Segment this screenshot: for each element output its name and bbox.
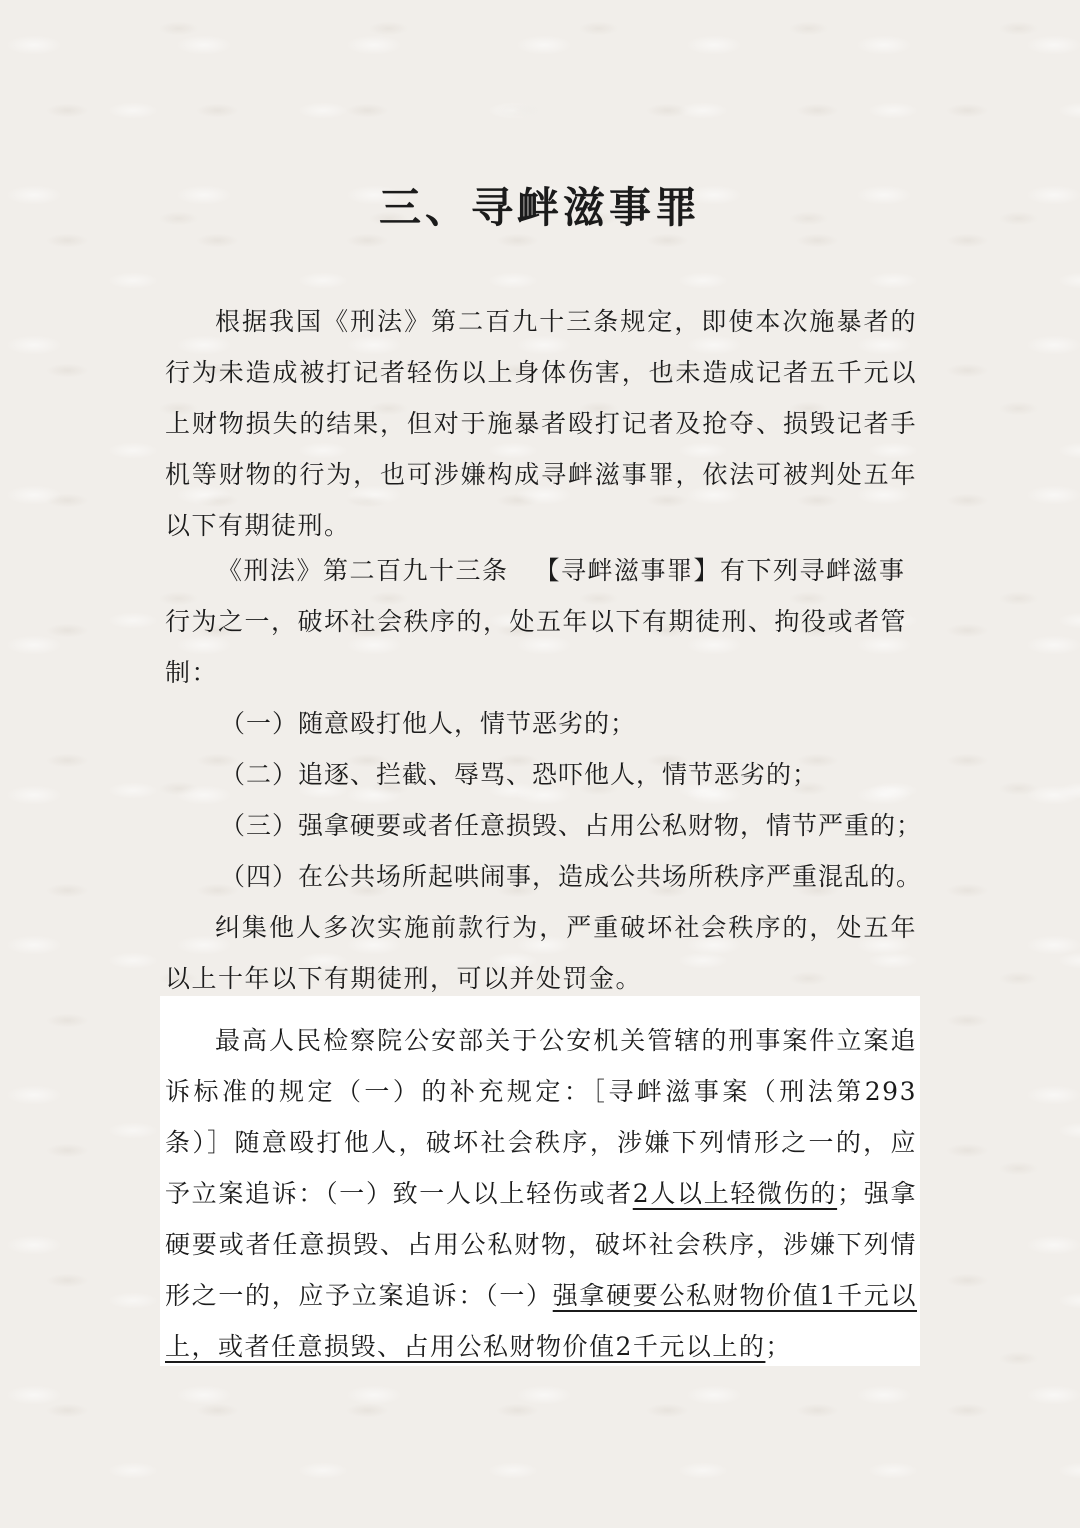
standard-text-part-2: ；强拿硬要或者任意损毁、占用公私财物，破坏社会秩序，涉嫌下列情形之一的，应予立案追诉：（一） xyxy=(165,1179,917,1310)
article-line-3: 制： xyxy=(165,658,219,687)
page-title: 三、寻衅滋事罪 xyxy=(378,183,701,232)
paragraph-aggravated: 纠集他人多次实施前款行为，严重破坏社会秩序的，处五年以上十年以下有期徒刑，可以并处罚金。 xyxy=(165,913,917,993)
standard-text-part-1: 最高人民检察院公安部关于公安机关管辖的刑事案件立案追诉标准的规定（一）的补充规定：［寻衅滋事案（刑法第293条）］随意殴打他人，破坏社会秩序，涉嫌下列情形之一的，应予立案追诉：（一）致一人以上轻伤或者 xyxy=(165,1026,917,1208)
list-item: （一）随意殴打他人，情节恶劣的； xyxy=(220,709,637,738)
paragraph-intro: 根据我国《刑法》第二百九十三条规定，即使本次施暴者的行为未造成被打记者轻伤以上身体伤害，也未造成记者五千元以上财物损失的结果，但对于施暴者殴打记者及抢夺、损毁记者手机等财物的行为，也可涉嫌构成寻衅滋事罪，依法可被判处五年以下有期徒刑。 xyxy=(165,307,917,540)
list-item: （四）在公共场所起哄闹事，造成公共场所秩序严重混乱的。 xyxy=(220,862,923,891)
underlined-property-value: 强拿硬要公私财物价值1千元以上，或者任意损毁、占用公私财物价值2千元以上的 xyxy=(165,1281,917,1361)
underlined-minor-injury: 2人以上轻微伤的 xyxy=(632,1179,838,1208)
article-line-2: 行为之一，破坏社会秩序的，处五年以下有期徒刑、拘役或者管 xyxy=(165,607,908,636)
list-item: （三）强拿硬要或者任意损毁、占用公私财物，情节严重的； xyxy=(220,811,923,840)
article-crime-name: 【寻衅滋事罪】有下列寻衅滋事 xyxy=(534,556,906,585)
article-reference: 《刑法》第二百九十三条 xyxy=(217,556,509,585)
list-item: （二）追逐、拦截、辱骂、恐吓他人，情节恶劣的； xyxy=(220,760,819,789)
article-heading-line xyxy=(165,545,925,596)
prosecution-standard-text xyxy=(165,1015,917,1372)
standard-text-part-3: ； xyxy=(765,1332,792,1361)
